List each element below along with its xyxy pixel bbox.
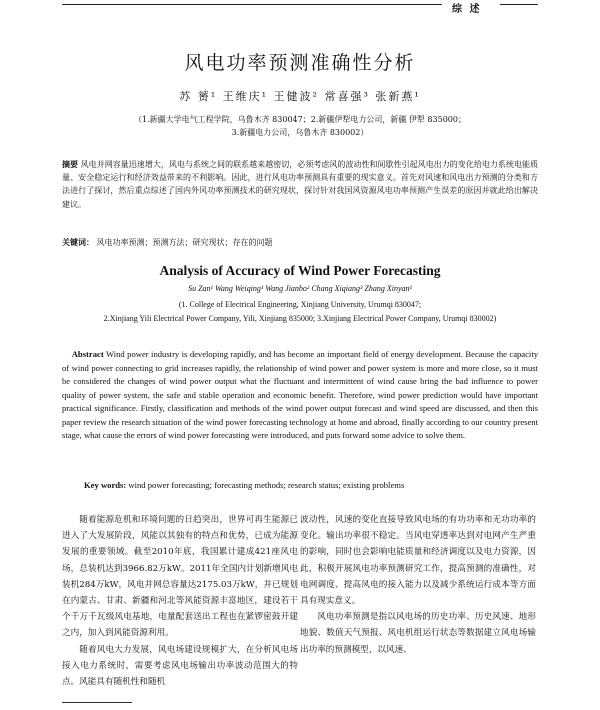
paper-title-en: Analysis of Accuracy of Wind Power Forecasting <box>159 263 441 278</box>
keywords-cn-text: 风电功率预测；预测方法；研究现状；存在的问题 <box>96 238 273 247</box>
body-column-left <box>62 512 298 690</box>
header-rule-right <box>500 4 538 5</box>
abstract-en-label: Abstract <box>71 349 104 359</box>
affiliation-en-line: 2.Xinjiang Yili Electrical Power Company, Yili, Xinjiang 835000; 3.Xinjiang Electrical Power Company, Urumqi 830002) <box>103 314 497 323</box>
body-paragraph: 随着能源危机和环境问题的日趋突出，世界可再生能源已进入了大发展阶段，风能以其独有的特点和优势，已成为能源发展的重要领域。截至2010年底，我国累计建成421座风电场，总装机达到3966.82万kW。2011年全国内计划新增风电装机284万kW，风电并网总容量达2175.03万kW，并已规划在内蒙古、甘肃、新疆和河北等风能资源丰富地区，建设若干个千万千瓦级风电基地，电量配套送出工程也在紧锣密鼓开建之内，加入到风能资源利用。 <box>62 515 298 639</box>
body-paragraph: 波动性，风速的变化直接导致风电场的有功功率和无功功率的变化。输出功率很不稳定。当风电穿透率达到对电网产生严重的影响，同时也会影响电能质量和经济调度以及电力资源，因此，积极开展风电功率预测研究工作，提高预测的准确性，对电网调度、提高风电的接入能力以及减少系统运行成本等方面具有现实意义。 <box>300 515 536 607</box>
authors-en: Su Zan¹ Wang Weiqing¹ Wang Jianbo² Chang Xiqiang³ Zhang Xinyan¹ <box>188 284 412 293</box>
keywords-en-text: wind power forecasting; forecasting methods; research status; existing problems <box>128 480 405 490</box>
abstract-en-text: Wind power industry is developing rapidly, and has become an important field of energy development. Because the capacity of wind power connecting to grid increases rapidly, the relationship of wind power and power system is more and more close, so it must be considered the changes of wind power output what the fluctuant and intermittent of wind cause bring the bad influence to power quality of power system, the safe and stable operation and economic benefit. Therefore, wind power prediction would have important practical significance. Firstly, classification and methods of the wind power output forecast and wind speed are discussed, and then this paper review the research situation of the wind power forecasting technology at home and abroad, finally according to our country present stage, what cause the errors of wind power forecasting were introduced, and puts forward some advice to solve them. <box>62 349 539 440</box>
abstract-cn-text: 风电并网容量迅速增大，风电与系统之间的联系越来越密切，必须考虑风的波动性和间歇性引起风电出力的变化给电力系统电能质量、安全稳定运行和经济效益带来的不利影响。因此，进行风电功率预测具有重要的现实意义。首先对风速和风电出力预测的分类和方法进行了探讨，然后重点综述了国内外风功率预测技术的研究现状，探讨针对我国风资源风电功率预测产生误差的原因并就此给出解决建议。 <box>62 160 539 209</box>
paper-title-cn: 风电功率预测准确性分析 <box>184 52 416 74</box>
affiliation-cn-line: （1.新疆大学电气工程学院，乌鲁木齐 830047；2.新疆伊犁电力公司，新疆 伊犁 835000； <box>134 115 466 124</box>
keywords-en <box>84 480 538 490</box>
abstract-en <box>62 348 538 443</box>
header-rule-left <box>62 4 442 5</box>
affiliations-en <box>20 298 580 326</box>
abstract-cn <box>62 158 538 211</box>
affiliation-cn-line: 3.新疆电力公司，乌鲁木齐 830002） <box>231 128 369 137</box>
keywords-en-label: Key words: <box>84 480 127 490</box>
body-paragraph: 随着风电大力发展，风电场建设规模扩大，在分析风电场接入电力系统时，需要考虑风电场输出功率波动范围大的特点。风能具有随机性和随机 <box>62 644 298 688</box>
affiliation-en-line: (1. College of Electrical Engineering, Xinjiang University, Urumqi 830047; <box>178 300 422 309</box>
keywords-cn-label: 关键词： <box>62 237 94 247</box>
authors-cn: 苏 赟¹ 王维庆¹ 王健波² 常喜强³ 张新燕¹ <box>179 90 421 103</box>
section-label: 综 述 <box>452 4 482 15</box>
affiliations-cn <box>60 113 540 139</box>
abstract-cn-label: 摘要 <box>62 159 79 169</box>
keywords-cn <box>62 237 538 248</box>
footnote-rule <box>62 702 132 703</box>
body-paragraph: 风电功率预测是指以风电场的历史功率、历史风速、地形地貌、数值天气预报、风电机组运行状态等数据建立风电场输出功率的预测模型，以风速、 <box>300 612 536 655</box>
body-column-right <box>300 512 536 658</box>
